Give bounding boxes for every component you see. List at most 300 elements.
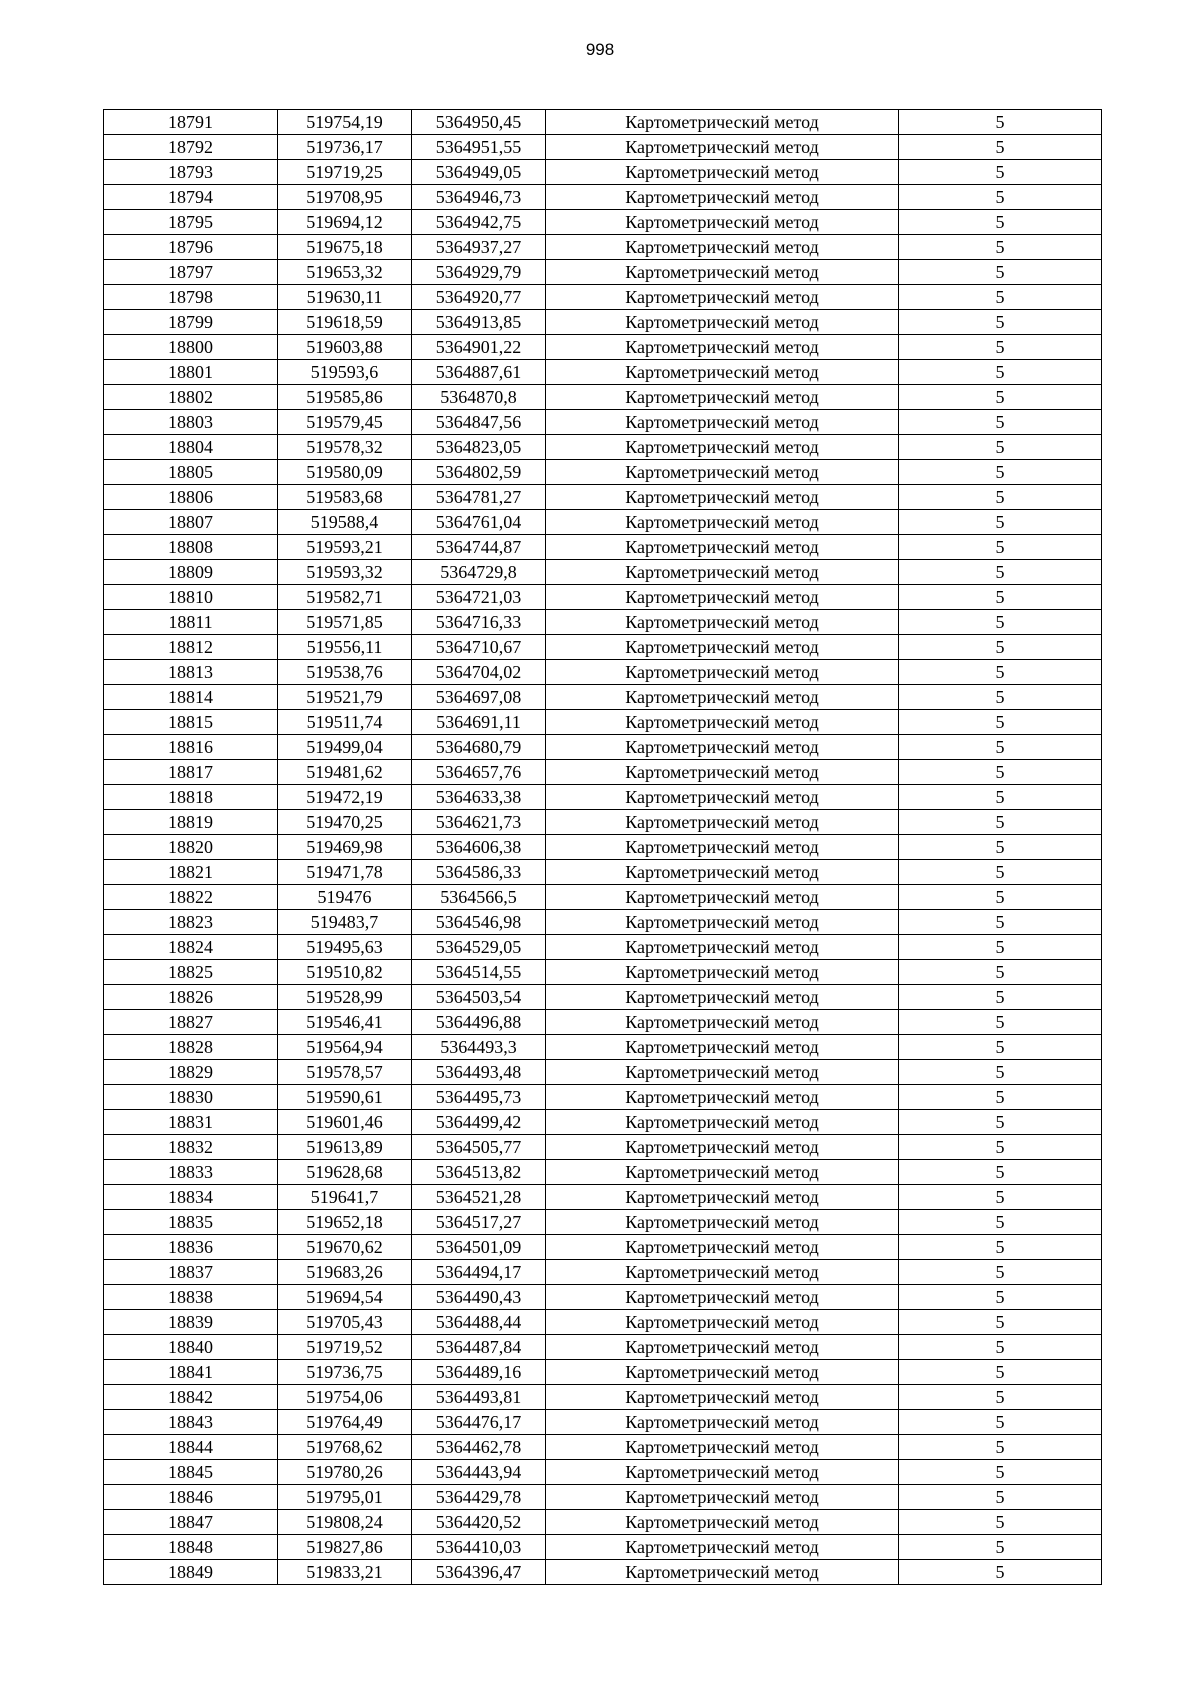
- accuracy-cell: 5: [899, 760, 1102, 785]
- table-row: [104, 1160, 1102, 1185]
- x-coordinate-cell: 519736,75: [278, 1360, 412, 1385]
- x-coordinate-cell: 519593,6: [278, 360, 412, 385]
- x-coordinate-cell: 519653,32: [278, 260, 412, 285]
- y-coordinate-cell: 5364716,33: [412, 610, 546, 635]
- y-coordinate-cell: 5364949,05: [412, 160, 546, 185]
- method-cell: Картометрический метод: [546, 435, 899, 460]
- point-number-cell: 18811: [104, 610, 278, 635]
- point-number-cell: 18841: [104, 1360, 278, 1385]
- page-number: 998: [585, 40, 615, 59]
- accuracy-cell: 5: [899, 435, 1102, 460]
- x-coordinate-cell: 519764,49: [278, 1410, 412, 1435]
- accuracy-cell: 5: [899, 235, 1102, 260]
- x-coordinate-cell: 519754,19: [278, 110, 412, 135]
- method-cell: Картометрический метод: [546, 335, 899, 360]
- table-row: [104, 1360, 1102, 1385]
- accuracy-cell: 5: [899, 585, 1102, 610]
- method-cell: Картометрический метод: [546, 985, 899, 1010]
- accuracy-cell: 5: [899, 410, 1102, 435]
- table-row: [104, 1210, 1102, 1235]
- y-coordinate-cell: 5364517,27: [412, 1210, 546, 1235]
- y-coordinate-cell: 5364410,03: [412, 1535, 546, 1560]
- x-coordinate-cell: 519754,06: [278, 1385, 412, 1410]
- x-coordinate-cell: 519481,62: [278, 760, 412, 785]
- accuracy-cell: 5: [899, 1310, 1102, 1335]
- y-coordinate-cell: 5364489,16: [412, 1360, 546, 1385]
- accuracy-cell: 5: [899, 1385, 1102, 1410]
- x-coordinate-cell: 519719,25: [278, 160, 412, 185]
- y-coordinate-cell: 5364462,78: [412, 1435, 546, 1460]
- y-coordinate-cell: 5364490,43: [412, 1285, 546, 1310]
- point-number-cell: 18846: [104, 1485, 278, 1510]
- accuracy-cell: 5: [899, 1010, 1102, 1035]
- table-row: [104, 210, 1102, 235]
- y-coordinate-cell: 5364697,08: [412, 685, 546, 710]
- y-coordinate-cell: 5364823,05: [412, 435, 546, 460]
- table-row: [104, 285, 1102, 310]
- x-coordinate-cell: 519472,19: [278, 785, 412, 810]
- table-row: [104, 535, 1102, 560]
- table-body: [104, 110, 1102, 1585]
- y-coordinate-cell: 5364870,8: [412, 385, 546, 410]
- x-coordinate-cell: 519618,59: [278, 310, 412, 335]
- accuracy-cell: 5: [899, 735, 1102, 760]
- x-coordinate-cell: 519768,62: [278, 1435, 412, 1460]
- table-row: [104, 1035, 1102, 1060]
- x-coordinate-cell: 519546,41: [278, 1010, 412, 1035]
- method-cell: Картометрический метод: [546, 1435, 899, 1460]
- method-cell: Картометрический метод: [546, 1160, 899, 1185]
- point-number-cell: 18828: [104, 1035, 278, 1060]
- accuracy-cell: 5: [899, 1560, 1102, 1585]
- y-coordinate-cell: 5364942,75: [412, 210, 546, 235]
- method-cell: Картометрический метод: [546, 1410, 899, 1435]
- method-cell: Картометрический метод: [546, 1360, 899, 1385]
- table-row: [104, 1260, 1102, 1285]
- accuracy-cell: 5: [899, 560, 1102, 585]
- point-number-cell: 18813: [104, 660, 278, 685]
- method-cell: Картометрический метод: [546, 460, 899, 485]
- table-row: [104, 460, 1102, 485]
- point-number-cell: 18809: [104, 560, 278, 585]
- accuracy-cell: 5: [899, 1160, 1102, 1185]
- point-number-cell: 18842: [104, 1385, 278, 1410]
- y-coordinate-cell: 5364920,77: [412, 285, 546, 310]
- x-coordinate-cell: 519583,68: [278, 485, 412, 510]
- y-coordinate-cell: 5364495,73: [412, 1085, 546, 1110]
- method-cell: Картометрический метод: [546, 1235, 899, 1260]
- accuracy-cell: 5: [899, 1185, 1102, 1210]
- table-row: [104, 485, 1102, 510]
- y-coordinate-cell: 5364488,44: [412, 1310, 546, 1335]
- table-row: [104, 1385, 1102, 1410]
- accuracy-cell: 5: [899, 1285, 1102, 1310]
- table-row: [104, 960, 1102, 985]
- method-cell: Картометрический метод: [546, 1385, 899, 1410]
- method-cell: Картометрический метод: [546, 760, 899, 785]
- y-coordinate-cell: 5364680,79: [412, 735, 546, 760]
- accuracy-cell: 5: [899, 635, 1102, 660]
- table-row: [104, 510, 1102, 535]
- point-number-cell: 18821: [104, 860, 278, 885]
- x-coordinate-cell: 519670,62: [278, 1235, 412, 1260]
- method-cell: Картометрический метод: [546, 1535, 899, 1560]
- method-cell: Картометрический метод: [546, 210, 899, 235]
- point-number-cell: 18793: [104, 160, 278, 185]
- x-coordinate-cell: 519827,86: [278, 1535, 412, 1560]
- accuracy-cell: 5: [899, 1085, 1102, 1110]
- method-cell: Картометрический метод: [546, 310, 899, 335]
- table-row: [104, 435, 1102, 460]
- accuracy-cell: 5: [899, 910, 1102, 935]
- accuracy-cell: 5: [899, 110, 1102, 135]
- point-number-cell: 18810: [104, 585, 278, 610]
- x-coordinate-cell: 519571,85: [278, 610, 412, 635]
- x-coordinate-cell: 519795,01: [278, 1485, 412, 1510]
- point-number-cell: 18835: [104, 1210, 278, 1235]
- point-number-cell: 18831: [104, 1110, 278, 1135]
- y-coordinate-cell: 5364951,55: [412, 135, 546, 160]
- method-cell: Картометрический метод: [546, 860, 899, 885]
- point-number-cell: 18849: [104, 1560, 278, 1585]
- accuracy-cell: 5: [899, 885, 1102, 910]
- accuracy-cell: 5: [899, 1410, 1102, 1435]
- y-coordinate-cell: 5364496,88: [412, 1010, 546, 1035]
- point-number-cell: 18815: [104, 710, 278, 735]
- table-row: [104, 560, 1102, 585]
- y-coordinate-cell: 5364529,05: [412, 935, 546, 960]
- accuracy-cell: 5: [899, 260, 1102, 285]
- method-cell: Картометрический метод: [546, 1135, 899, 1160]
- x-coordinate-cell: 519652,18: [278, 1210, 412, 1235]
- method-cell: Картометрический метод: [546, 1060, 899, 1085]
- accuracy-cell: 5: [899, 860, 1102, 885]
- method-cell: Картометрический метод: [546, 260, 899, 285]
- table-row: [104, 810, 1102, 835]
- x-coordinate-cell: 519736,17: [278, 135, 412, 160]
- table-row: [104, 135, 1102, 160]
- y-coordinate-cell: 5364710,67: [412, 635, 546, 660]
- x-coordinate-cell: 519510,82: [278, 960, 412, 985]
- accuracy-cell: 5: [899, 185, 1102, 210]
- method-cell: Картометрический метод: [546, 735, 899, 760]
- method-cell: Картометрический метод: [546, 885, 899, 910]
- y-coordinate-cell: 5364950,45: [412, 110, 546, 135]
- table-row: [104, 785, 1102, 810]
- accuracy-cell: 5: [899, 710, 1102, 735]
- accuracy-cell: 5: [899, 1485, 1102, 1510]
- y-coordinate-cell: 5364781,27: [412, 485, 546, 510]
- y-coordinate-cell: 5364493,81: [412, 1385, 546, 1410]
- accuracy-cell: 5: [899, 960, 1102, 985]
- table-row: [104, 1060, 1102, 1085]
- table-row: [104, 835, 1102, 860]
- method-cell: Картометрический метод: [546, 710, 899, 735]
- method-cell: Картометрический метод: [546, 1085, 899, 1110]
- y-coordinate-cell: 5364621,73: [412, 810, 546, 835]
- accuracy-cell: 5: [899, 835, 1102, 860]
- point-number-cell: 18826: [104, 985, 278, 1010]
- accuracy-cell: 5: [899, 510, 1102, 535]
- y-coordinate-cell: 5364513,82: [412, 1160, 546, 1185]
- table-row: [104, 1085, 1102, 1110]
- table-row: [104, 760, 1102, 785]
- point-number-cell: 18827: [104, 1010, 278, 1035]
- method-cell: Картометрический метод: [546, 785, 899, 810]
- table-row: [104, 335, 1102, 360]
- method-cell: Картометрический метод: [546, 635, 899, 660]
- table-row: [104, 885, 1102, 910]
- point-number-cell: 18829: [104, 1060, 278, 1085]
- x-coordinate-cell: 519470,25: [278, 810, 412, 835]
- x-coordinate-cell: 519833,21: [278, 1560, 412, 1585]
- point-number-cell: 18804: [104, 435, 278, 460]
- method-cell: Картометрический метод: [546, 1285, 899, 1310]
- x-coordinate-cell: 519564,94: [278, 1035, 412, 1060]
- method-cell: Картометрический метод: [546, 685, 899, 710]
- y-coordinate-cell: 5364503,54: [412, 985, 546, 1010]
- point-number-cell: 18806: [104, 485, 278, 510]
- accuracy-cell: 5: [899, 210, 1102, 235]
- method-cell: Картометрический метод: [546, 1035, 899, 1060]
- x-coordinate-cell: 519641,7: [278, 1185, 412, 1210]
- method-cell: Картометрический метод: [546, 835, 899, 860]
- table-row: [104, 910, 1102, 935]
- y-coordinate-cell: 5364929,79: [412, 260, 546, 285]
- point-number-cell: 18843: [104, 1410, 278, 1435]
- y-coordinate-cell: 5364443,94: [412, 1460, 546, 1485]
- table-row: [104, 1010, 1102, 1035]
- point-number-cell: 18837: [104, 1260, 278, 1285]
- point-number-cell: 18796: [104, 235, 278, 260]
- method-cell: Картометрический метод: [546, 810, 899, 835]
- x-coordinate-cell: 519585,86: [278, 385, 412, 410]
- table-row: [104, 1485, 1102, 1510]
- y-coordinate-cell: 5364493,3: [412, 1035, 546, 1060]
- point-number-cell: 18812: [104, 635, 278, 660]
- table-row: [104, 1435, 1102, 1460]
- table-row: [104, 160, 1102, 185]
- x-coordinate-cell: 519675,18: [278, 235, 412, 260]
- point-number-cell: 18822: [104, 885, 278, 910]
- method-cell: Картометрический метод: [546, 1335, 899, 1360]
- y-coordinate-cell: 5364633,38: [412, 785, 546, 810]
- y-coordinate-cell: 5364761,04: [412, 510, 546, 535]
- accuracy-cell: 5: [899, 1435, 1102, 1460]
- accuracy-cell: 5: [899, 310, 1102, 335]
- method-cell: Картометрический метод: [546, 235, 899, 260]
- accuracy-cell: 5: [899, 385, 1102, 410]
- point-number-cell: 18802: [104, 385, 278, 410]
- accuracy-cell: 5: [899, 1135, 1102, 1160]
- x-coordinate-cell: 519582,71: [278, 585, 412, 610]
- point-number-cell: 18792: [104, 135, 278, 160]
- accuracy-cell: 5: [899, 785, 1102, 810]
- accuracy-cell: 5: [899, 135, 1102, 160]
- method-cell: Картометрический метод: [546, 485, 899, 510]
- x-coordinate-cell: 519579,45: [278, 410, 412, 435]
- table-row: [104, 1510, 1102, 1535]
- table-row: [104, 185, 1102, 210]
- x-coordinate-cell: 519694,12: [278, 210, 412, 235]
- table-row: [104, 235, 1102, 260]
- x-coordinate-cell: 519511,74: [278, 710, 412, 735]
- y-coordinate-cell: 5364721,03: [412, 585, 546, 610]
- y-coordinate-cell: 5364657,76: [412, 760, 546, 785]
- point-number-cell: 18799: [104, 310, 278, 335]
- y-coordinate-cell: 5364566,5: [412, 885, 546, 910]
- x-coordinate-cell: 519521,79: [278, 685, 412, 710]
- y-coordinate-cell: 5364847,56: [412, 410, 546, 435]
- accuracy-cell: 5: [899, 935, 1102, 960]
- accuracy-cell: 5: [899, 360, 1102, 385]
- y-coordinate-cell: 5364901,22: [412, 335, 546, 360]
- x-coordinate-cell: 519578,57: [278, 1060, 412, 1085]
- accuracy-cell: 5: [899, 1210, 1102, 1235]
- point-number-cell: 18797: [104, 260, 278, 285]
- point-number-cell: 18794: [104, 185, 278, 210]
- x-coordinate-cell: 519578,32: [278, 435, 412, 460]
- accuracy-cell: 5: [899, 1360, 1102, 1385]
- x-coordinate-cell: 519613,89: [278, 1135, 412, 1160]
- point-number-cell: 18834: [104, 1185, 278, 1210]
- method-cell: Картометрический метод: [546, 1460, 899, 1485]
- y-coordinate-cell: 5364493,48: [412, 1060, 546, 1085]
- accuracy-cell: 5: [899, 535, 1102, 560]
- accuracy-cell: 5: [899, 335, 1102, 360]
- y-coordinate-cell: 5364396,47: [412, 1560, 546, 1585]
- y-coordinate-cell: 5364476,17: [412, 1410, 546, 1435]
- x-coordinate-cell: 519808,24: [278, 1510, 412, 1535]
- accuracy-cell: 5: [899, 1235, 1102, 1260]
- table-row: [104, 1335, 1102, 1360]
- x-coordinate-cell: 519471,78: [278, 860, 412, 885]
- table-row: [104, 1110, 1102, 1135]
- point-number-cell: 18816: [104, 735, 278, 760]
- table-row: [104, 585, 1102, 610]
- method-cell: Картометрический метод: [546, 585, 899, 610]
- table-row: [104, 1185, 1102, 1210]
- x-coordinate-cell: 519603,88: [278, 335, 412, 360]
- table-row: [104, 360, 1102, 385]
- point-number-cell: 18808: [104, 535, 278, 560]
- y-coordinate-cell: 5364501,09: [412, 1235, 546, 1260]
- table-row: [104, 1560, 1102, 1585]
- point-number-cell: 18825: [104, 960, 278, 985]
- method-cell: Картометрический метод: [546, 1210, 899, 1235]
- table-row: [104, 635, 1102, 660]
- point-number-cell: 18840: [104, 1335, 278, 1360]
- method-cell: Картометрический метод: [546, 535, 899, 560]
- point-number-cell: 18818: [104, 785, 278, 810]
- method-cell: Картометрический метод: [546, 410, 899, 435]
- point-number-cell: 18832: [104, 1135, 278, 1160]
- x-coordinate-cell: 519630,11: [278, 285, 412, 310]
- table-row: [104, 1410, 1102, 1435]
- point-number-cell: 18791: [104, 110, 278, 135]
- table-row: [104, 710, 1102, 735]
- method-cell: Картометрический метод: [546, 360, 899, 385]
- point-number-cell: 18807: [104, 510, 278, 535]
- x-coordinate-cell: 519476: [278, 885, 412, 910]
- point-number-cell: 18803: [104, 410, 278, 435]
- y-coordinate-cell: 5364521,28: [412, 1185, 546, 1210]
- point-number-cell: 18798: [104, 285, 278, 310]
- method-cell: Картометрический метод: [546, 960, 899, 985]
- accuracy-cell: 5: [899, 1035, 1102, 1060]
- y-coordinate-cell: 5364494,17: [412, 1260, 546, 1285]
- method-cell: Картометрический метод: [546, 610, 899, 635]
- point-number-cell: 18814: [104, 685, 278, 710]
- point-number-cell: 18833: [104, 1160, 278, 1185]
- accuracy-cell: 5: [899, 1335, 1102, 1360]
- x-coordinate-cell: 519719,52: [278, 1335, 412, 1360]
- x-coordinate-cell: 519593,32: [278, 560, 412, 585]
- y-coordinate-cell: 5364546,98: [412, 910, 546, 935]
- point-number-cell: 18836: [104, 1235, 278, 1260]
- point-number-cell: 18838: [104, 1285, 278, 1310]
- y-coordinate-cell: 5364691,11: [412, 710, 546, 735]
- y-coordinate-cell: 5364937,27: [412, 235, 546, 260]
- method-cell: Картометрический метод: [546, 110, 899, 135]
- y-coordinate-cell: 5364729,8: [412, 560, 546, 585]
- x-coordinate-cell: 519538,76: [278, 660, 412, 685]
- y-coordinate-cell: 5364499,42: [412, 1110, 546, 1135]
- x-coordinate-cell: 519495,63: [278, 935, 412, 960]
- y-coordinate-cell: 5364913,85: [412, 310, 546, 335]
- table-row: [104, 1460, 1102, 1485]
- accuracy-cell: 5: [899, 460, 1102, 485]
- method-cell: Картометрический метод: [546, 135, 899, 160]
- table-row: [104, 660, 1102, 685]
- table-row: [104, 1310, 1102, 1335]
- x-coordinate-cell: 519580,09: [278, 460, 412, 485]
- point-number-cell: 18824: [104, 935, 278, 960]
- method-cell: Картометрический метод: [546, 1485, 899, 1510]
- accuracy-cell: 5: [899, 660, 1102, 685]
- point-number-cell: 18800: [104, 335, 278, 360]
- accuracy-cell: 5: [899, 610, 1102, 635]
- x-coordinate-cell: 519694,54: [278, 1285, 412, 1310]
- y-coordinate-cell: 5364505,77: [412, 1135, 546, 1160]
- table-row: [104, 1535, 1102, 1560]
- x-coordinate-cell: 519588,4: [278, 510, 412, 535]
- accuracy-cell: 5: [899, 485, 1102, 510]
- method-cell: Картометрический метод: [546, 1260, 899, 1285]
- method-cell: Картометрический метод: [546, 1185, 899, 1210]
- accuracy-cell: 5: [899, 160, 1102, 185]
- method-cell: Картометрический метод: [546, 185, 899, 210]
- table-row: [104, 310, 1102, 335]
- x-coordinate-cell: 519683,26: [278, 1260, 412, 1285]
- y-coordinate-cell: 5364586,33: [412, 860, 546, 885]
- point-number-cell: 18845: [104, 1460, 278, 1485]
- point-number-cell: 18848: [104, 1535, 278, 1560]
- x-coordinate-cell: 519593,21: [278, 535, 412, 560]
- table-row: [104, 685, 1102, 710]
- accuracy-cell: 5: [899, 985, 1102, 1010]
- table-row: [104, 1135, 1102, 1160]
- point-number-cell: 18801: [104, 360, 278, 385]
- y-coordinate-cell: 5364429,78: [412, 1485, 546, 1510]
- accuracy-cell: 5: [899, 1060, 1102, 1085]
- y-coordinate-cell: 5364704,02: [412, 660, 546, 685]
- method-cell: Картометрический метод: [546, 1010, 899, 1035]
- x-coordinate-cell: 519708,95: [278, 185, 412, 210]
- point-number-cell: 18795: [104, 210, 278, 235]
- point-number-cell: 18817: [104, 760, 278, 785]
- x-coordinate-cell: 519780,26: [278, 1460, 412, 1485]
